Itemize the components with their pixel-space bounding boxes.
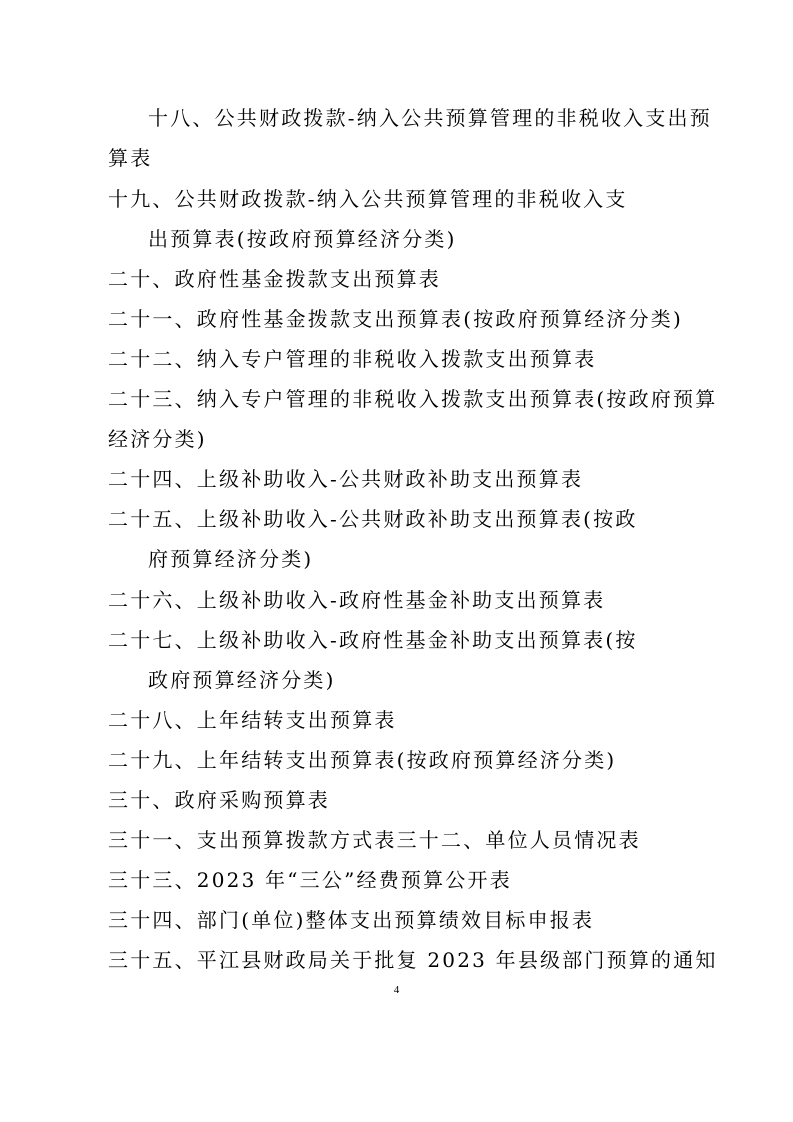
toc-entry-27-line2: 政府预算经济分类) (148, 668, 336, 692)
toc-entry-25-line2: 府预算经济分类) (148, 547, 314, 571)
toc-entry-28: 二十八、上年结转支出预算表 (108, 708, 397, 732)
toc-entry-19-line2: 出预算表(按政府预算经济分类) (148, 227, 457, 251)
toc-entry-21: 二十一、政府性基金拨款支出预算表(按政府预算经济分类) (108, 307, 684, 331)
toc-entry-24: 二十四、上级补助收入-公共财政补助支出预算表 (108, 467, 584, 491)
toc-entry-23-line2: 经济分类) (108, 427, 207, 451)
toc-entry-35: 三十五、平江县财政局关于批复 2023 年县级部门预算的通知 (108, 948, 718, 972)
toc-entry-29: 二十九、上年结转支出预算表(按政府预算经济分类) (108, 748, 617, 772)
page-number: 4 (393, 984, 400, 996)
toc-entry-33: 三十三、2023 年“三公”经费预算公开表 (108, 868, 512, 892)
toc-entry-20: 二十、政府性基金拨款支出预算表 (108, 267, 441, 291)
toc-entry-27-line1: 二十七、上级补助收入-政府性基金补助支出预算表(按 (108, 628, 638, 652)
toc-entry-30: 三十、政府采购预算表 (108, 788, 330, 812)
toc-entry-34: 三十四、部门(单位)整体支出预算绩效目标申报表 (108, 908, 595, 932)
toc-entry-19-line1: 十九、公共财政拨款-纳入公共预算管理的非税收入支 (108, 187, 628, 211)
toc-entry-31-32: 三十一、支出预算拨款方式表三十二、单位人员情况表 (108, 828, 641, 852)
toc-entry-23-line1: 二十三、纳入专户管理的非税收入拨款支出预算表(按政府预算 (108, 387, 718, 411)
toc-entry-18-line2: 算表 (108, 146, 153, 170)
toc-entry-18-line1: 十八、公共财政拨款-纳入公共预算管理的非税收入支出预 (148, 106, 712, 130)
toc-entry-26: 二十六、上级补助收入-政府性基金补助支出预算表 (108, 588, 606, 612)
toc-entry-25-line1: 二十五、上级补助收入-公共财政补助支出预算表(按政 (108, 507, 638, 531)
toc-entry-22: 二十二、纳入专户管理的非税收入拨款支出预算表 (108, 347, 597, 371)
